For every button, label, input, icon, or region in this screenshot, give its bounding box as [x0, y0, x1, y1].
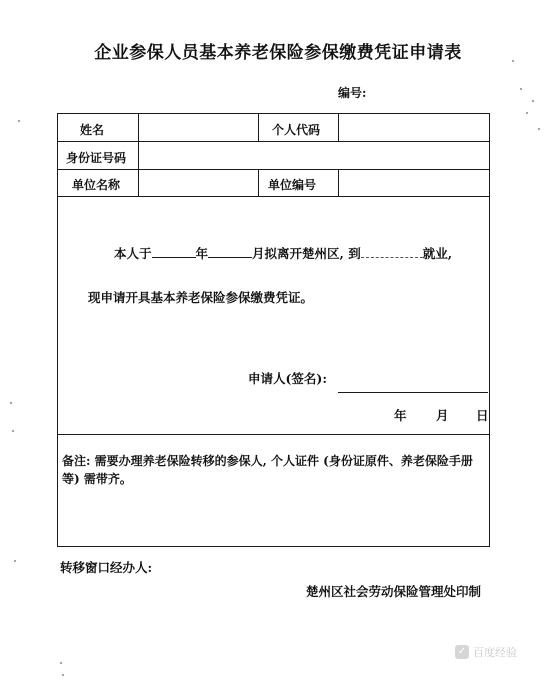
- employer-name-field[interactable]: [142, 171, 256, 194]
- issuer-text: 楚州区社会劳动保险管理处印制: [306, 584, 482, 599]
- row-divider: [58, 196, 489, 197]
- row-divider: [58, 141, 489, 142]
- scan-speck: [532, 100, 534, 102]
- name-label: 姓名: [80, 123, 105, 137]
- departure-month-blank[interactable]: [208, 246, 252, 258]
- scan-speck: [538, 128, 540, 130]
- column-divider: [258, 169, 259, 196]
- remarks-note: 备注: 需要办理养老保险转移的参保人, 个人证件 (身份证原件、养老保险手册等) 需带齐。: [62, 454, 473, 486]
- column-divider: [338, 169, 339, 196]
- statement-year-unit: 年: [195, 246, 209, 261]
- scan-speck: [18, 120, 20, 122]
- statement-prefix: 本人于: [114, 246, 152, 261]
- scan-speck: [10, 402, 12, 404]
- form-title: 企业参保人员基本养老保险参保缴费凭证申请表: [94, 43, 462, 63]
- employer-code-label: 单位编号: [268, 178, 317, 192]
- applicant-signature-label: 申请人(签名):: [248, 371, 327, 386]
- id-number-field[interactable]: [142, 144, 486, 167]
- personal-code-label: 个人代码: [272, 123, 321, 137]
- watermark-check-icon: ✓: [455, 645, 469, 659]
- employer-name-label: 单位名称: [72, 178, 121, 192]
- row-divider: [58, 434, 489, 435]
- name-field[interactable]: [142, 116, 256, 139]
- column-divider: [258, 114, 259, 141]
- statement-work-text: 就业,: [422, 246, 453, 261]
- scan-speck: [12, 430, 14, 432]
- signature-line[interactable]: [338, 392, 488, 393]
- scan-speck: [520, 88, 522, 90]
- window-handler-label: 转移窗口经办人:: [60, 560, 153, 575]
- date-day-label: 日: [476, 408, 489, 423]
- application-form: [57, 113, 490, 547]
- watermark: [455, 644, 517, 660]
- statement-month-text: 月拟离开楚州区, 到: [252, 246, 361, 261]
- personal-code-field[interactable]: [342, 116, 486, 139]
- statement-line-2: 现申请开具基本养老保险参保缴费凭证。: [88, 290, 314, 305]
- serial-number-label: 编号:: [338, 86, 367, 100]
- destination-blank[interactable]: [361, 246, 423, 258]
- date-month-label: 月: [436, 408, 449, 423]
- column-divider: [338, 114, 339, 141]
- column-divider: [138, 114, 139, 196]
- watermark-text: 百度经验: [473, 646, 517, 659]
- scan-speck: [526, 112, 528, 114]
- employer-code-field[interactable]: [342, 171, 486, 194]
- departure-year-blank[interactable]: [152, 246, 196, 258]
- id-number-label: 身份证号码: [66, 151, 127, 165]
- scan-speck: [62, 674, 64, 676]
- statement-line-1: [114, 244, 452, 262]
- scan-speck: [14, 560, 16, 562]
- row-divider: [58, 169, 489, 170]
- date-year-label: 年: [394, 408, 407, 423]
- scan-speck: [60, 662, 62, 664]
